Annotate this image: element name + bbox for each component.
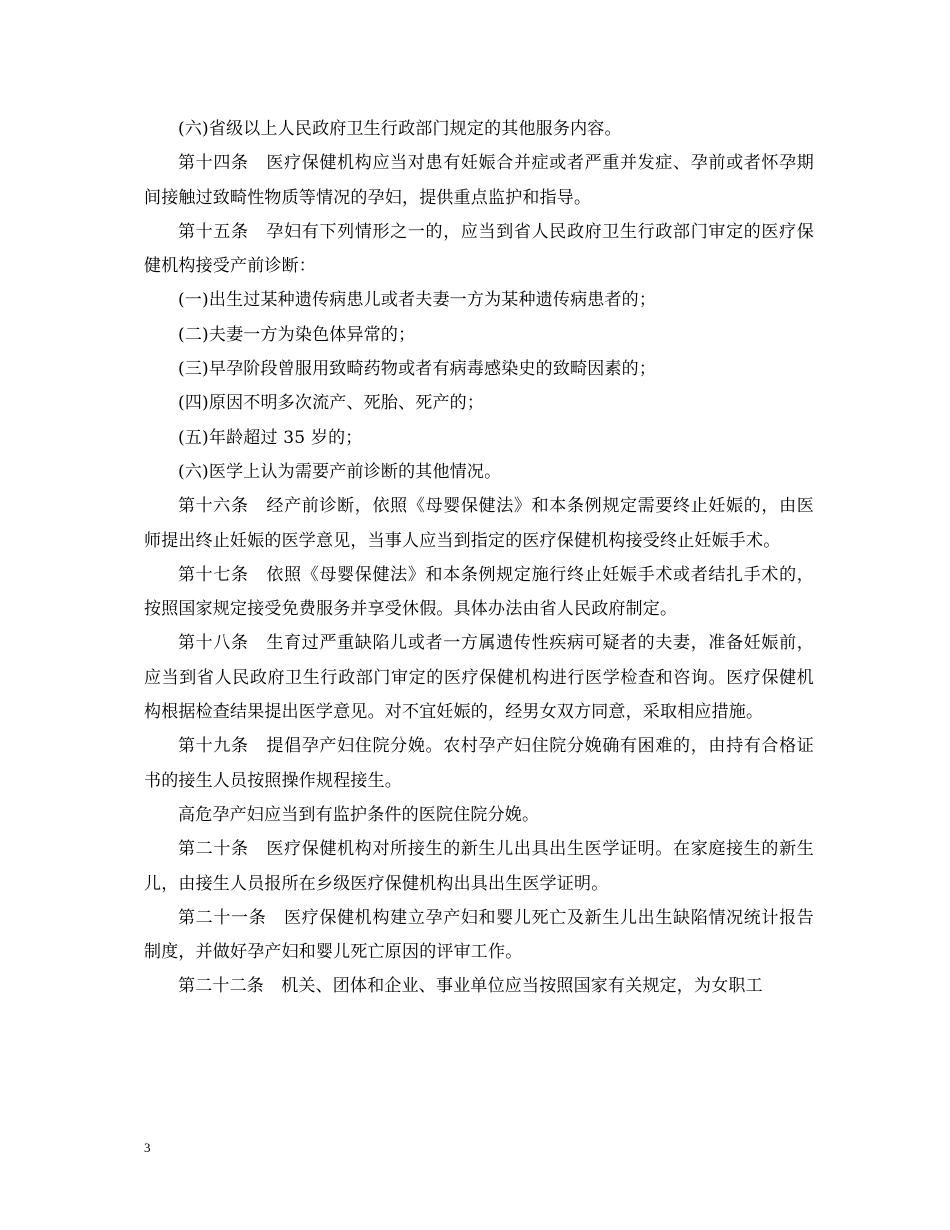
paragraph: (一)出生过某种遗传病患儿或者夫妻一方为某种遗传病患者的； xyxy=(178,290,657,311)
paragraph: 第十七条 依照《母婴保健法》和本条例规定施行终止妊娠手术或者结扎手术的，按照国家规定接受免费服务并享受休假。具体办法由省人民政府制定。 xyxy=(144,564,814,620)
page-number: 3 xyxy=(144,1140,151,1155)
paragraph: 第十四条 医疗保健机构应当对患有妊娠合并症或者严重并发症、孕前或者怀孕期间接触过致畸性物质等情况的孕妇，提供重点监护和指导。 xyxy=(144,153,814,208)
document-body xyxy=(144,112,814,1004)
paragraph: 第十九条 提倡孕产妇住院分娩。农村孕产妇住院分娩确有困难的，由持有合格证书的接生人员按照操作规程接生。 xyxy=(144,736,814,791)
paragraph: (六)省级以上人民政府卫生行政部门规定的其他服务内容。 xyxy=(178,119,622,139)
paragraph: 第十八条 生育过严重缺陷儿或者一方属遗传性疾病可疑者的夫妻，准备妊娠前，应当到省人民政府卫生行政部门审定的医疗保健机构进行医学检查和咨询。医疗保健机构根据检查结果提出医学意见。对不宜妊娠的，经男女双方同意，采取相应措施。 xyxy=(144,633,814,723)
paragraph: 第二十一条 医疗保健机构建立孕产妇和婴儿死亡及新生儿出生缺陷情况统计报告制度，并做好孕产妇和婴儿死亡原因的评审工作。 xyxy=(144,907,814,963)
paragraph: (二)夫妻一方为染色体异常的； xyxy=(178,324,416,345)
paragraph: (六)医学上认为需要产前诊断的其他情况。 xyxy=(178,461,502,482)
paragraph: (五)年龄超过 35 岁的； xyxy=(178,427,363,448)
paragraph: 第十五条 孕妇有下列情形之一的，应当到省人民政府卫生行政部门审定的医疗保健机构接受产前诊断： xyxy=(144,221,814,277)
paragraph: (三)早孕阶段曾服用致畸药物或者有病毒感染史的致畸因素的； xyxy=(178,359,657,380)
paragraph: 第二十条 医疗保健机构对所接生的新生儿出具出生医学证明。在家庭接生的新生儿，由接生人员报所在乡级医疗保健机构出具出生医学证明。 xyxy=(144,839,814,894)
paragraph: 高危孕产妇应当到有监护条件的医院住院分娩。 xyxy=(178,804,540,825)
paragraph: (四)原因不明多次流产、死胎、死产的； xyxy=(178,393,485,414)
paragraph: 第二十二条 机关、团体和企业、事业单位应当按照国家有关规定，为女职工 xyxy=(178,976,763,997)
paragraph: 第十六条 经产前诊断，依照《母婴保健法》和本条例规定需要终止妊娠的，由医师提出终止妊娠的医学意见，当事人应当到指定的医疗保健机构接受终止妊娠手术。 xyxy=(144,496,814,551)
